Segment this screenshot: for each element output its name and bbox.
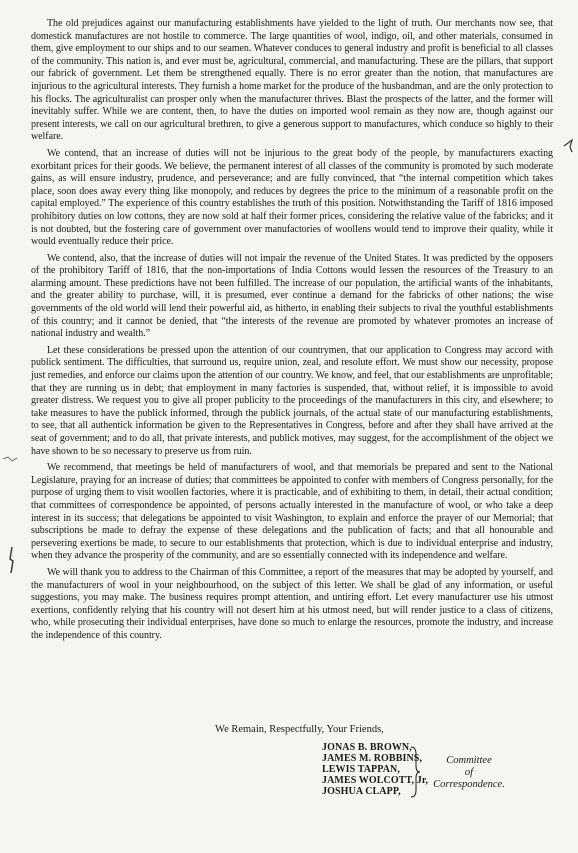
margin-ink-mark <box>5 545 19 575</box>
closing-line: We Remain, Respectfully, Your Friends, <box>215 724 384 735</box>
signer-name: JOSHUA CLAPP, <box>322 786 401 797</box>
letter-body <box>31 18 553 647</box>
signer-name: JAMES M. ROBBINS, <box>322 753 423 764</box>
paragraph-5: We recommend, that meetings be held of manufacturers of wool, and that memorials be prepared and sent to the National Legislature, praying for an increase of duties; that committees be appointed to confer with members of Congress personally, for the purpose of urging them to visit woollen factories, where it is practicable, and of exhibiting to them, in detail, their actual condition; that committees of correspondence be appointed, of persons actually interested in the manufacture of wool, or who take a deep interest in its success; that delegations be appointed to visit Washington, to explain and enforce the prayer of our Memorial; that subscriptions be made to defray the expense of these delegations and the publication of facts; and that all honourable and persevering exertions be made, to secure to our establishments that protection, which is due to individual enterprise and industry, when they advance the prosperity of the community, and are so essentially connected with its independence and welfare. <box>31 462 553 562</box>
paragraph-1: The old prejudices against our manufacturing establishments have yielded to the light of truth. Our merchants now see, that domestick manufactures are not hostile to commerce. The large quantities of wool, indigo, oil, and other materials, consumed in them, give employment to our ships and to our seamen. Whatever conduces to general industry and profit is beneficial to all classes of the community. This nation is, and ever must be, agricultural, commercial, and manufacturing. These are the pillars, that support our fabrick of government. Let them be strengthened equally. There is no error greater than the notion, that manufactures are injurious to the agricultural interests. They furnish a home market for the produce of the husbandman, and are the only protection to his flocks. The agriculturalist can prosper only when the manufacturer thrives. Blast the prospects of the latter, and the former will inevitably suffer. While we are content, then, to have the duties on imported wool remain as they now are, though against our present interests, we call on our agricultural brethren, to give a generous support to manufactures, which conduce so highly to their welfare. <box>31 18 553 143</box>
paragraph-2: We contend, that an increase of duties will not be injurious to the great body of the people, by manufacturers exacting exorbitant prices for their goods. We believe, the permanent interest of all classes of the community is promoted by such moderate gains, as will ensure industry, prudence, and perseverance; and are fully convinced, that “the internal competition which takes place, soon does away every thing like monopoly, and reduces by degrees the price to the minimum of a reasonable profit on the capital employed.” The experience of this country establishes the truth of this position. Notwithstanding the Tariff of 1816 imposed prohibitory duties on low cottons, they are now sold at half their former prices, considering the relative value of the fabricks; and it is not doubted, but the fostering care of government over manufactories of woollens would tend to improve their quality, while it would eventually reduce their price. <box>31 147 553 248</box>
paragraph-6: We will thank you to address to the Chairman of this Committee, a report of the measures that may be adopted by yourself, and the manufacturers of wool in your neighbourhood, on the subject of this letter. We shall be glad of any information, or useful suggestions, you may make. The business requires prompt attention, and untiring effort. Let every manufacturer use his utmost exertions, confidently relying that his country will not desert him at his utmost need, but will render justice to a class of citizens, who, while prosecuting their individual enterprises, have done so much to enlarge the resources, promote the industry, and increase the independence of this country. <box>31 566 553 641</box>
paragraph-4: Let these considerations be pressed upon the attention of our countrymen, that our application to Congress may accord with publick sentiment. The difficulties, that surround us, require union, zeal, and resolute effort. We must show our necessity, propose just remedies, and enforce our claims upon the attention of our country. We know, and feel, that our establishments are unprofitable; that they are running us in debt; that employment in many factories is suspended, that, without relief, it is impossible to avoid greater distress. We request you to give all proper publicity to the proceedings of the manufacturers in this city, and elsewhere; to take measures to have the publick informed, through the publick journals, of the actual state of our manufacturing establishments, to see, that all authentick information be given to the Representatives in Congress, before and after they shall have arrived at the seat of government; and to do all, that private interests, and publick motives, may suggest, for the accomplishment of the object we have shown to be so necessary to preserve us from ruin. <box>31 344 553 457</box>
margin-ink-mark <box>2 455 18 463</box>
paragraph-3: We contend, also, that the increase of duties will not impair the revenue of the United States. It was predicted by the opposers of the prohibitory Tariff of 1816, that the non-importations of India Cottons would lessen the resources of the Treasury to an alarming amount. These predictions have not been fulfilled. The increase of our population, the artificial wants of the inhabitants, and the greater ability to purchase, will, it is presumed, ever continue a demand for the fabricks of other nations; the wise governments of the old world will lend their powerful aid, as hitherto, in enabling their subjects to rival the youthful establishments of this country; and it cannot be denied, that “the interests of the revenue are promoted by whatever promotes an increase of national industry and wealth.” <box>31 252 553 340</box>
signer-name: JAMES WOLCOTT, Jr, <box>322 775 429 786</box>
brace-icon <box>410 746 420 798</box>
committee-word: Committee <box>446 755 492 766</box>
committee-correspondence: Correspondence. <box>433 779 505 790</box>
margin-ink-mark <box>562 138 574 154</box>
signer-name: LEWIS TAPPAN, <box>322 764 400 775</box>
committee-of: of <box>464 767 474 778</box>
signer-name: JONAS B. BROWN, <box>322 742 412 753</box>
committee-label <box>426 755 512 791</box>
